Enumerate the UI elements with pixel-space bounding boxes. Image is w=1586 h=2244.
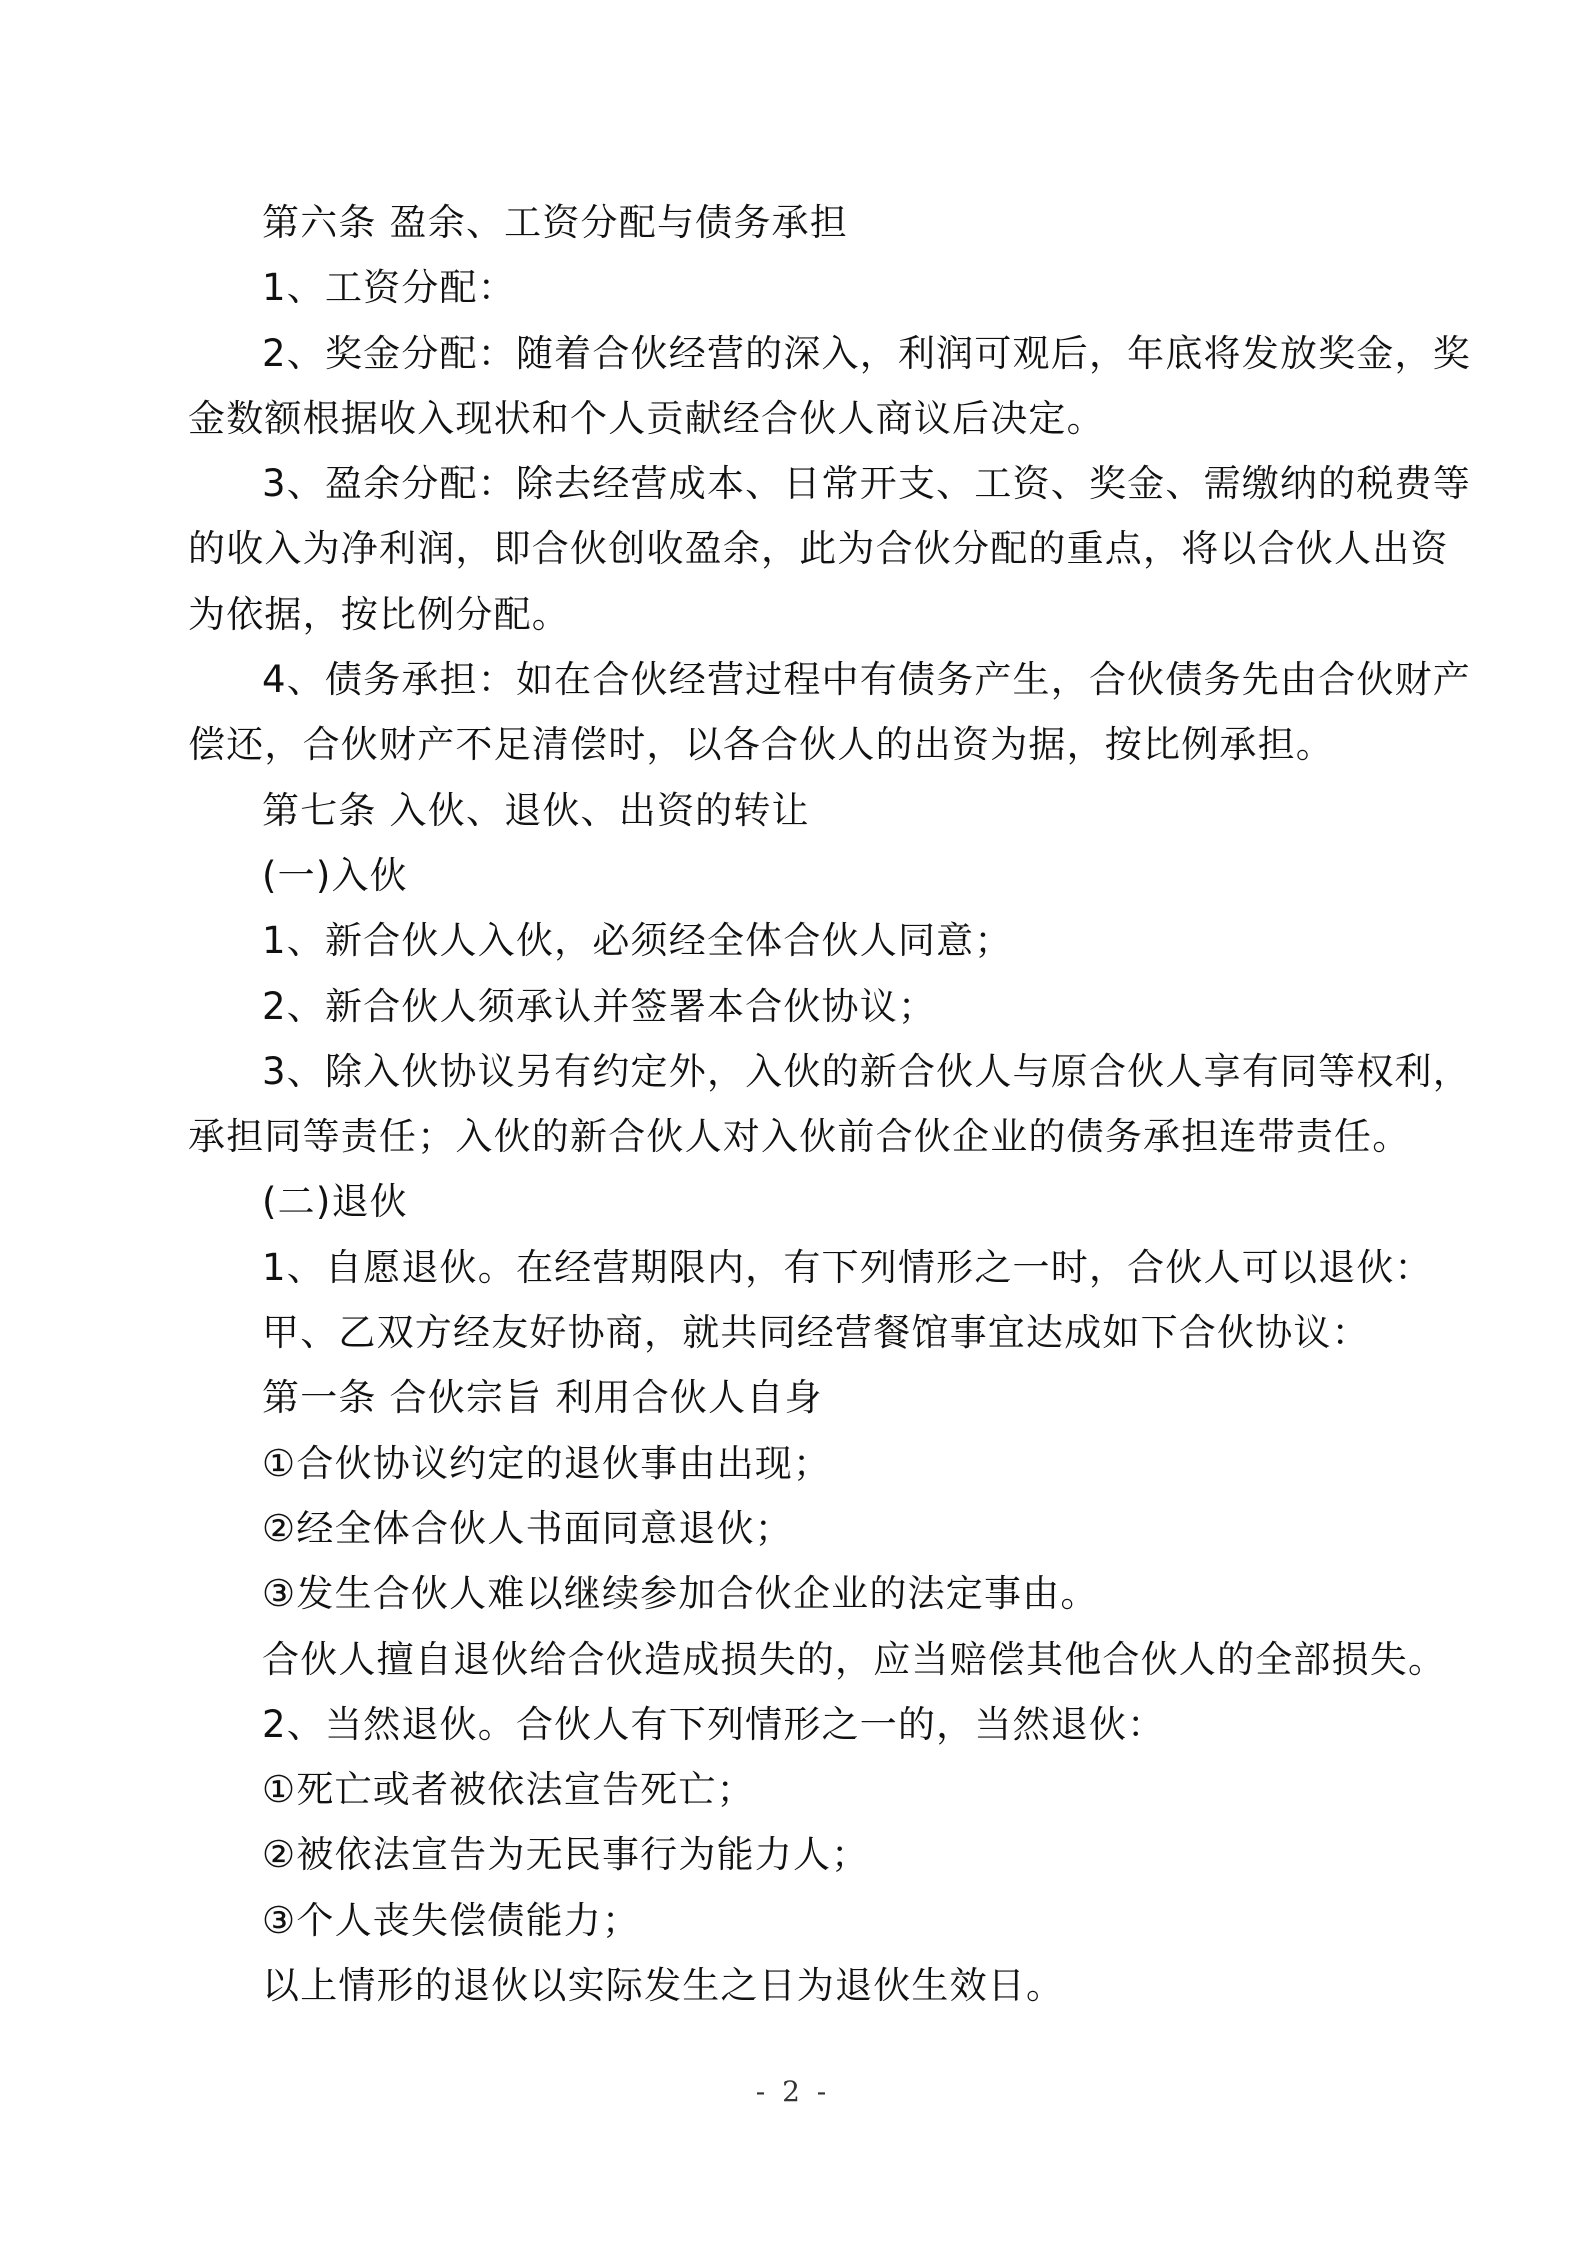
article-7-heading: 第七条 入伙、退伙、出资的转让 — [262, 788, 810, 832]
section-heading: (一)入伙 — [262, 853, 408, 897]
paragraph-line: 3、盈余分配：除去经营成本、日常开支、工资、奖金、需缴纳的税费等 — [262, 462, 1471, 506]
document-body — [188, 190, 1471, 2018]
paragraph-line: 2、奖金分配：随着合伙经营的深入，利润可观后，年底将发放奖金，奖 — [262, 331, 1471, 375]
paragraph-line: 1、自愿退伙。在经营期限内，有下列情形之一时，合伙人可以退伙： — [262, 1245, 1433, 1289]
paragraph-line: 甲、乙双方经友好协商，就共同经营餐馆事宜达成如下合伙协议： — [262, 1311, 1370, 1355]
list-item: ②被依法宣告为无民事行为能力人； — [262, 1833, 870, 1877]
list-item: ③发生合伙人难以继续参加合伙企业的法定事由。 — [262, 1572, 1099, 1616]
article-6-heading: 第六条 盈余、工资分配与债务承担 — [262, 201, 848, 244]
paragraph-line: 1、工资分配： — [262, 266, 516, 310]
list-item: ②经全体合伙人书面同意退伙； — [262, 1506, 793, 1550]
list-item: ①死亡或者被依法宣告死亡； — [262, 1768, 755, 1812]
paragraph-line: 第一条 合伙宗旨 利用合伙人自身 — [262, 1376, 823, 1420]
paragraph-line: 金数额根据收入现状和个人贡献经合伙人商议后决定。 — [188, 396, 1105, 440]
list-item: ①合伙协议约定的退伙事由出现； — [262, 1441, 832, 1485]
paragraph-line: 承担同等责任；入伙的新合伙人对入伙前合伙企业的债务承担连带责任。 — [188, 1115, 1411, 1159]
page-number: - 2 - — [755, 2075, 831, 2108]
list-item: ③个人丧失偿债能力； — [262, 1898, 641, 1942]
paragraph-line: 以上情形的退伙以实际发生之日为退伙生效日。 — [262, 1964, 1065, 2008]
paragraph-line: 2、当然退伙。合伙人有下列情形之一的，当然退伙： — [262, 1702, 1166, 1746]
paragraph-line: 偿还，合伙财产不足清偿时，以各合伙人的出资为据，按比例承担。 — [188, 723, 1334, 767]
section-heading: (二)退伙 — [262, 1180, 408, 1224]
paragraph-line: 1、新合伙人入伙，必须经全体合伙人同意； — [262, 919, 1013, 963]
paragraph-line: 的收入为净利润，即合伙创收盈余，此为合伙分配的重点，将以合伙人出资 — [188, 527, 1449, 571]
paragraph-line: 为依据，按比例分配。 — [188, 592, 570, 636]
paragraph-line: 2、新合伙人须承认并签署本合伙协议； — [262, 984, 937, 1028]
paragraph-line: 4、债务承担：如在合伙经营过程中有债务产生，合伙债务先由合伙财产 — [262, 658, 1471, 702]
paragraph-line: 合伙人擅自退伙给合伙造成损失的，应当赔偿其他合伙人的全部损失。 — [262, 1637, 1447, 1681]
paragraph-line: 3、除入伙协议另有约定外，入伙的新合伙人与原合伙人享有同等权利， — [262, 1049, 1471, 1093]
